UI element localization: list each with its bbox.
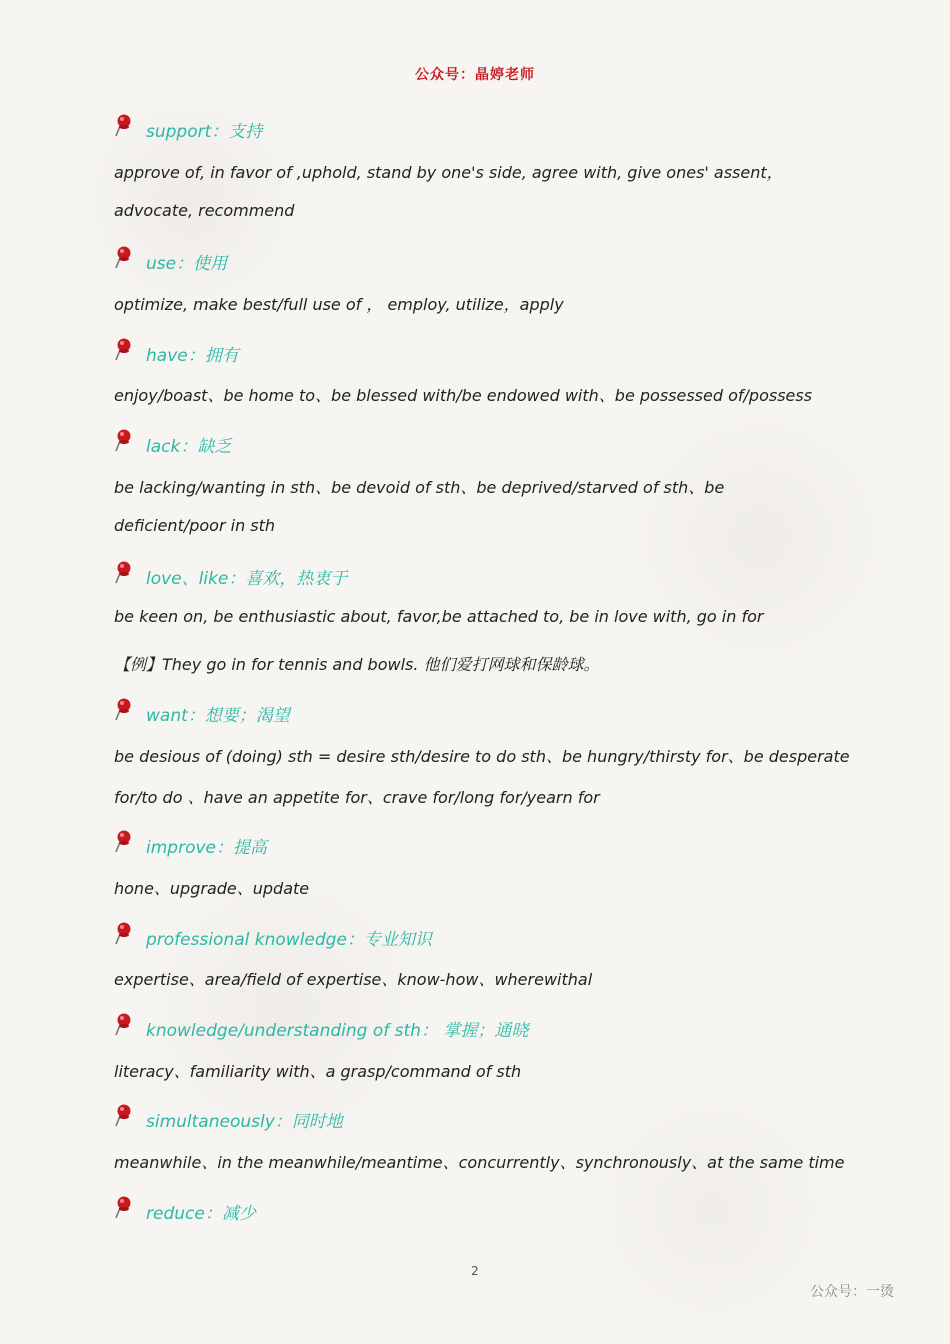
entry-heading-text: simultaneously：同时地 — [146, 1111, 343, 1132]
pushpin-icon — [114, 112, 134, 138]
entry-synonym-line: be keen on, be enthusiastic about, favor,be attached to, be in love with, go in for — [114, 607, 764, 626]
pushpin-icon — [114, 696, 134, 722]
entry-heading-text: have：拥有 — [146, 345, 239, 366]
entry-synonym-line: literacy、familiarity with、a grasp/command of sth — [114, 1062, 522, 1081]
entry-heading-text: knowledge/understanding of sth： 掌握；通晓 — [146, 1020, 529, 1041]
entry-heading — [114, 561, 347, 591]
entry-heading-text: professional knowledge：专业知识 — [146, 929, 432, 950]
entry-heading — [114, 1013, 528, 1043]
entry-heading-text: support：支持 — [146, 121, 263, 142]
entry-heading-text: love、like：喜欢，热衷于 — [146, 568, 348, 589]
entry-synonym-line: deficient/poor in sth — [114, 516, 276, 535]
entry-heading — [114, 1196, 256, 1226]
entry-synonym-line: advocate, recommend — [114, 201, 295, 220]
entry-heading-text: improve：提高 — [146, 837, 267, 858]
pushpin-icon — [114, 1194, 134, 1220]
pushpin-icon — [114, 1011, 134, 1037]
entry-heading — [114, 114, 262, 144]
pushpin-icon — [114, 336, 134, 362]
pushpin-icon — [114, 920, 134, 946]
pushpin-icon — [114, 244, 134, 270]
page-header: 公众号：晶婷老师 — [415, 67, 535, 83]
entry-heading — [114, 429, 231, 459]
pushpin-icon — [114, 828, 134, 854]
entry-synonym-line: enjoy/boast、be home to、be blessed with/be endowed with、be possessed of/possess — [114, 386, 813, 405]
entry-synonym-line: be desious of (doing) sth = desire sth/desire to do sth、be hungry/thirsty for、be desperate — [114, 747, 850, 766]
entry-synonym-line: for/to do 、have an appetite for、crave for/long for/yearn for — [114, 788, 600, 807]
entry-heading — [114, 1104, 343, 1134]
pushpin-icon — [114, 427, 134, 453]
footer-watermark: 公众号：一烫 — [810, 1284, 894, 1300]
entry-synonym-line: 【例】They go in for tennis and bowls. 他们爱打网球和保龄球。 — [114, 655, 600, 674]
entry-heading-text: want：想要；渴望 — [146, 705, 290, 726]
entry-heading — [114, 922, 432, 952]
entry-heading — [114, 698, 290, 728]
entry-heading — [114, 246, 227, 276]
pushpin-icon — [114, 559, 134, 585]
entry-synonym-line: meanwhile、in the meanwhile/meantime、concurrently、synchronously、at the same time — [114, 1153, 845, 1172]
entry-heading — [114, 830, 267, 860]
page-number: 2 — [471, 1264, 479, 1278]
entry-heading — [114, 338, 239, 368]
entry-heading-text: lack：缺乏 — [146, 436, 232, 457]
entry-synonym-line: expertise、area/field of expertise、know-how、wherewithal — [114, 970, 593, 989]
entry-heading-text: use：使用 — [146, 253, 228, 274]
entry-synonym-line: optimize, make best/full use of ， employ, utilize，apply — [114, 295, 564, 314]
entry-heading-text: reduce：减少 — [146, 1203, 256, 1224]
entry-synonym-line: hone、upgrade、update — [114, 879, 310, 898]
entry-synonym-line: be lacking/wanting in sth、be devoid of sth、be deprived/starved of sth、be — [114, 478, 725, 497]
entry-synonym-line: approve of, in favor of ,uphold, stand by one's side, agree with, give ones' assent， — [114, 163, 783, 182]
pushpin-icon — [114, 1102, 134, 1128]
